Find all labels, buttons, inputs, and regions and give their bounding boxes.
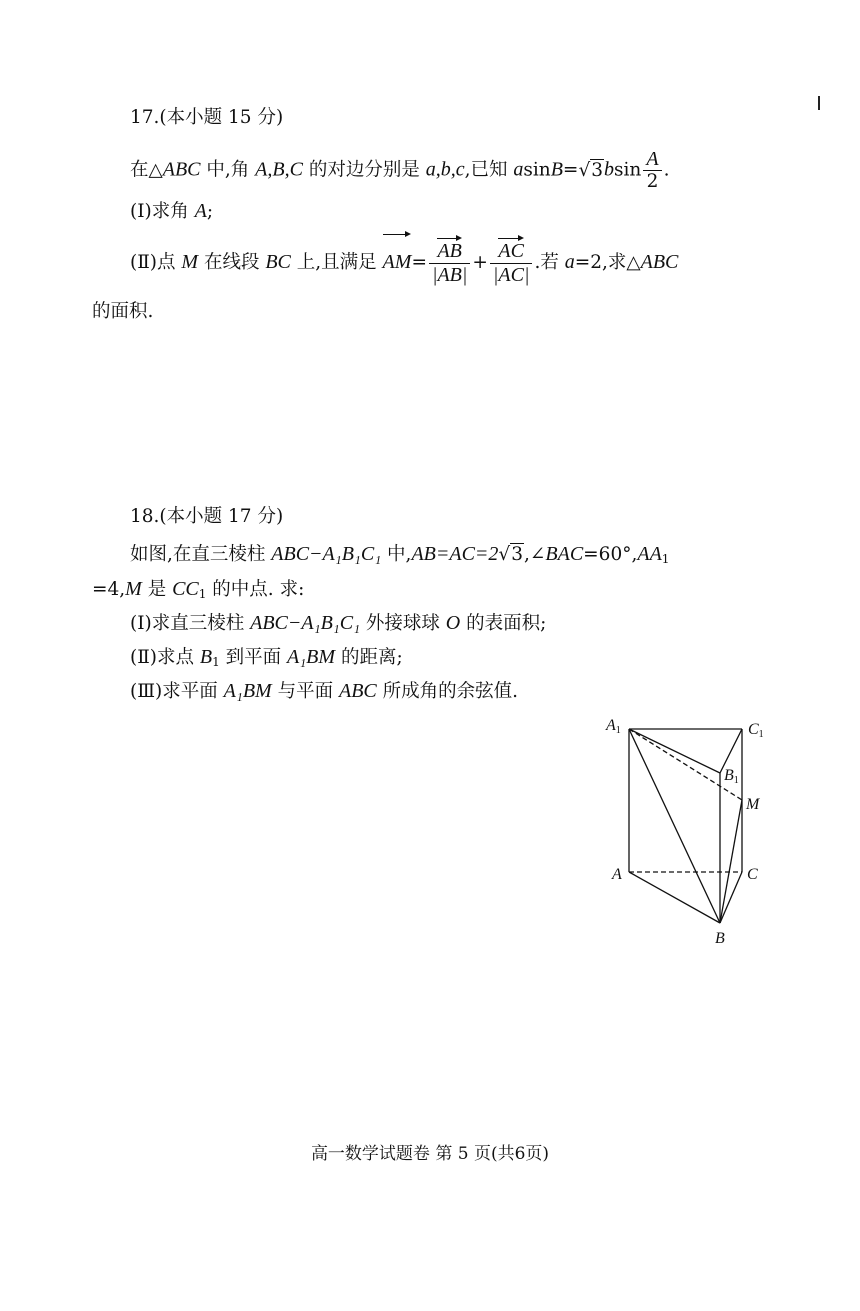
label-c1: C1 (748, 721, 764, 740)
label-b1: B1 (724, 767, 739, 786)
fraction-ab-unit: $\frac{AB}{|AB|}$ (429, 240, 470, 286)
prism-figure (600, 710, 780, 960)
q17-header: 17.(本小题 15 分) (130, 107, 284, 128)
edge-b-m (720, 800, 742, 923)
q18-part2: (Ⅱ)求点 $B_1$ 到平面 A₁BM 的距离; (130, 646, 403, 669)
q18-statement-line1: 如图,在直三棱柱 ABC−A₁B₁C₁ 中$,AB=AC=2√3,\angle BAC=60^\circ,AA_1$ (130, 543, 670, 566)
label-m: M (746, 796, 760, 813)
sqrt-3: √3 (578, 159, 604, 181)
edge-a-b (629, 872, 720, 923)
fraction-ac-unit: $\frac{AC}{|AC|}$ (490, 240, 533, 286)
edge-mark (818, 96, 820, 110)
page-footer: 高一数学试题卷 第 5 页(共6页) (310, 1144, 550, 1164)
edge-c-b (720, 872, 742, 923)
label-c: C (747, 866, 758, 883)
vector-am: AM (383, 236, 412, 288)
q17-part1: (Ⅰ)求角 A; (130, 200, 214, 222)
q18-statement-line2: =4,M 是 $CC_1$ 的中点. 求: (92, 578, 305, 601)
fraction-a-over-2: $\frac{A}{2}$ (643, 148, 661, 193)
q17-statement: 在△ABC 中,角 A,B,C 的对边分别是 a,b,c,已知 asinB=√3bsin $\frac{A}{2}$ . (130, 148, 670, 192)
label-a: A (612, 866, 622, 883)
edge-a1-b (629, 729, 720, 923)
q17-part2-continued: 的面积. (92, 301, 154, 322)
label-a1: A1 (606, 717, 621, 736)
label-b: B (715, 930, 725, 947)
q17-part2: (Ⅱ)点 M 在线段 BC 上,且满足 AM= $\frac{AB}{|AB|}$ + $\frac{AC}{|AC|}$ .若 a=2,求△ABC (130, 236, 678, 288)
q18-part1: (Ⅰ)求直三棱柱 ABC−A₁B₁C₁ 外接球球 O 的表面积; (130, 612, 547, 634)
q18-part3: (Ⅲ)求平面 A₁BM 与平面 ABC 所成角的余弦值. (130, 680, 519, 702)
edge-a1-b1 (629, 729, 720, 773)
q18-header: 18.(本小题 17 分) (130, 506, 284, 527)
